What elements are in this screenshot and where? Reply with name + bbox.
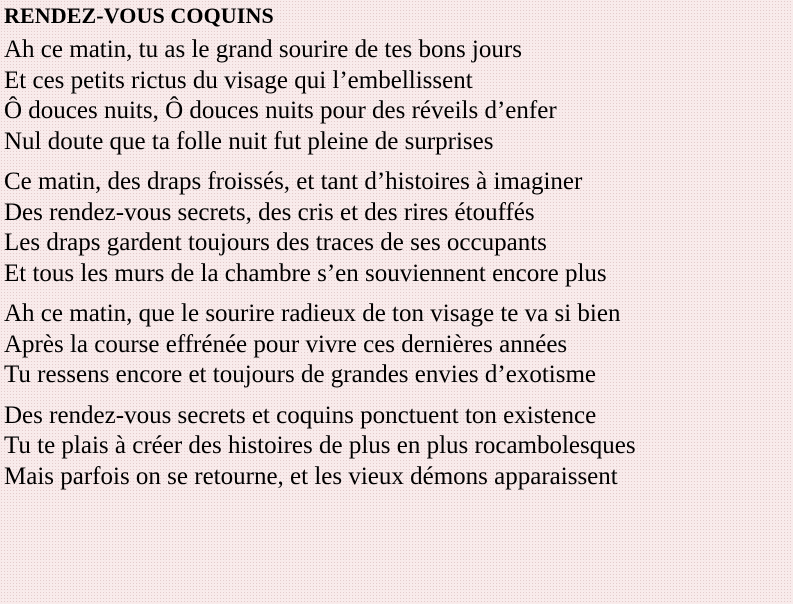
verse-line: Des rendez-vous secrets, des cris et des rires étouffés — [4, 198, 535, 226]
verse-line: Mais parfois on se retourne, et les vieux démons apparaissent — [4, 462, 618, 490]
verse-line: Des rendez-vous secrets et coquins ponctuent ton existence — [4, 401, 597, 429]
verse-line: Les draps gardent toujours des traces de ses occupants — [4, 229, 547, 256]
verse-line: Tu te plais à créer des histoires de plus en plus rocambolesques — [4, 432, 636, 459]
verse-line: Ce matin, des draps froissés, et tant d’histoires à imaginer — [4, 168, 583, 195]
verse-line: Tu ressens encore et toujours de grandes envies d’exotisme — [4, 361, 596, 388]
stanza-1 — [4, 35, 793, 157]
stanza-2 — [4, 167, 793, 289]
verse-line: Ah ce matin, tu as le grand sourire de tes bons jours — [4, 36, 522, 63]
verse-line: Après la course effrénée pour vivre ces dernières années — [4, 330, 568, 358]
poem-title: RENDEZ-VOUS COQUINS — [4, 3, 274, 28]
verse-line: Nul doute que ta folle nuit fut pleine de surprises — [4, 127, 494, 155]
stanza-3 — [4, 299, 793, 391]
verse-line: Et ces petits rictus du visage qui l’embellissent — [4, 66, 473, 94]
verse-line: Ô douces nuits, Ô douces nuits pour des réveils d’enfer — [4, 97, 557, 124]
verse-line: Et tous les murs de la chambre s’en souviennent encore plus — [4, 259, 607, 287]
verse-line: Ah ce matin, que le sourire radieux de ton visage te va si bien — [4, 300, 621, 327]
stanza-4 — [4, 401, 793, 493]
